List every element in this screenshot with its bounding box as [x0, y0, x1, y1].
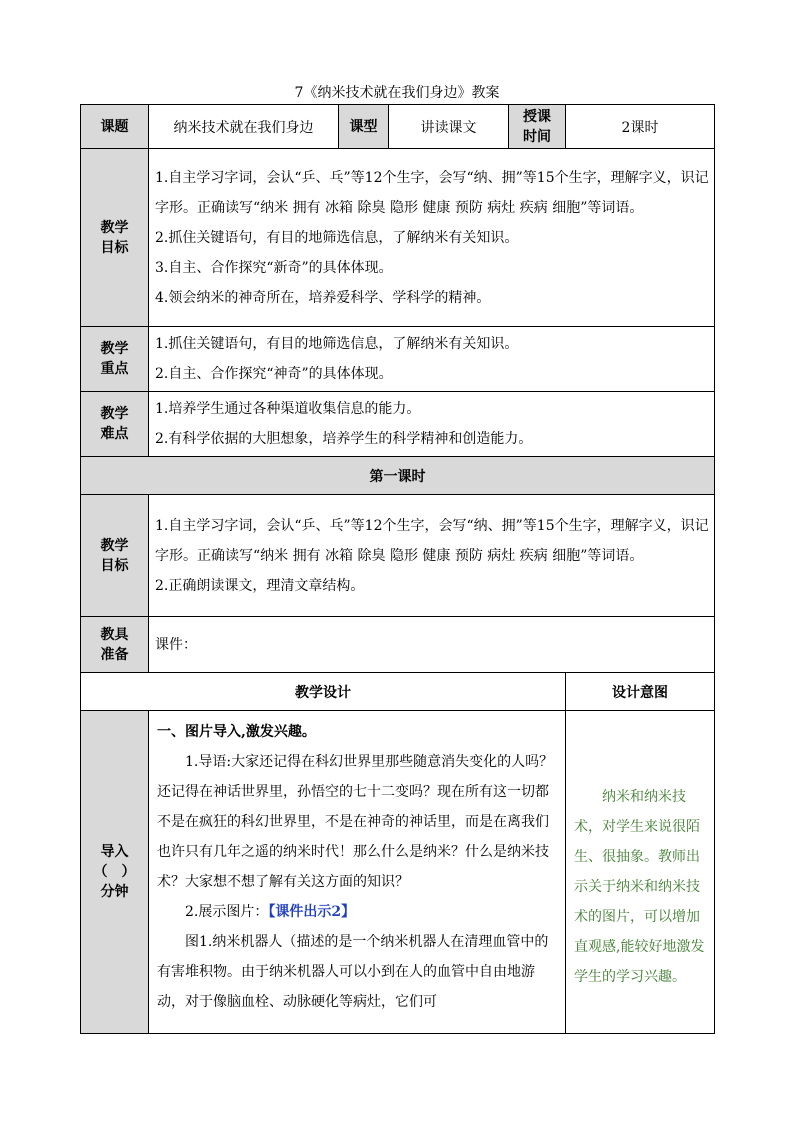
lesson1-goals-label — [81, 495, 149, 617]
lesson1-goal-item: 1.自主学习字词，会认“乒、乓”等12个生字，会写“纳、拥”等15个生字，理解字义，识记字形。正确读写“纳米 拥有 冰箱 除臭 隐形 健康 预防 病灶 疾病 细胞”等词语。 — [155, 517, 709, 564]
intent-heading: 设计意图 — [566, 673, 715, 711]
intro-design-clip — [157, 717, 559, 1033]
courseware-tag: 【课件出示2】 — [268, 904, 356, 920]
goals-label-line-2: 目标 — [100, 239, 129, 256]
difficulties-row — [81, 392, 715, 457]
difficulties-label-line-1: 教学 — [100, 406, 129, 422]
goals-content — [149, 149, 715, 327]
goal-item: 1.自主学习字词，会认“乒、乓”等12个生字，会写“纳、拥”等15个生字，理解字义，识记字形。正确读写“纳米 拥有 冰箱 除臭 隐形 健康 预防 病灶 疾病 细胞”等词语。 — [155, 169, 709, 216]
key-points-content — [149, 327, 715, 392]
goals-label — [81, 149, 149, 327]
key-points-label-line-1: 教学 — [100, 341, 129, 357]
intro-paragraph-2-text: 2.展示图片： — [185, 904, 269, 920]
tools-content: 课件： — [149, 617, 715, 673]
tools-label — [81, 617, 149, 673]
document-title: 7《纳米技术就在我们身边》教案 — [294, 85, 500, 101]
key-points-label — [81, 327, 149, 392]
type-label: 课型 — [339, 105, 389, 149]
goals-label-line-1: 教学 — [100, 219, 129, 236]
goal-item: 4.领会纳米的神奇所在，培养爱科学、学科学的精神。 — [155, 289, 491, 306]
intro-row — [81, 711, 715, 1034]
lesson1-goals-row — [81, 495, 715, 617]
difficulties-label — [81, 392, 149, 457]
intro-paragraph-2 — [157, 897, 559, 927]
hours-value: 2课时 — [566, 105, 715, 149]
key-points-row — [81, 327, 715, 392]
goal-item: 3.自主、合作探究“新奇”的具体体现。 — [155, 259, 393, 276]
intro-paragraph-1: 1.导语:大家还记得在科幻世界里那些随意消失变化的人吗？还记得在神话世界里，孙悟空的七十二变吗？现在所有这一切都不是在疯狂的科幻世界里，不是在神奇的神话里，而是在离我们也许只有几年之遥的纳米时代！那么什么是纳米？什么是纳米技术？大家想不想了解有关这方面的知识？ — [157, 754, 554, 890]
difficulties-label-line-2: 难点 — [100, 426, 129, 442]
hours-label-line-1: 授课 — [523, 108, 551, 125]
lesson1-goals-label-line-1: 教学 — [100, 537, 129, 554]
hours-label-line-2: 时间 — [523, 128, 551, 145]
tools-label-line-1: 教具 — [100, 626, 129, 643]
intro-paragraph-3: 图1.纳米机器人（描述的是一个纳米机器人在清理血管中的有害堆积物。由于纳米机器人可以小到在人的血管中自由地游动，对于像脑血栓、动脉硬化等病灶，它们可 — [157, 934, 549, 1010]
lesson1-goals-content — [149, 495, 715, 617]
intro-label-line-1: 导入 — [100, 844, 129, 860]
goals-row — [81, 149, 715, 327]
lesson-plan-table — [80, 104, 715, 1034]
difficulty-item: 1.培养学生通过各种渠道收集信息的能力。 — [155, 401, 421, 417]
topic-value: 纳米技术就在我们身边 — [149, 105, 339, 149]
intro-intent: 纳米和纳米技术，对学生来说很陌生、很抽象。教师出示关于纳米和纳米技术的图片，可以增加直观感,能较好地激发学生的学习兴趣。 — [566, 711, 715, 1034]
hours-label — [509, 105, 566, 149]
lesson1-goals-label-line-2: 目标 — [100, 557, 129, 574]
intro-heading: 一、图片导入,激发兴趣。 — [157, 724, 316, 740]
intro-label — [81, 711, 149, 1034]
difficulties-content — [149, 392, 715, 457]
topic-label: 课题 — [81, 105, 149, 149]
first-lesson-row — [81, 457, 715, 495]
intro-design-content — [149, 711, 566, 1034]
type-value: 讲读课文 — [389, 105, 509, 149]
intro-label-line-2: （ ） — [93, 864, 136, 880]
design-header-row — [81, 673, 715, 711]
key-point-item: 2.自主、合作探究“神奇”的具体体现。 — [155, 366, 393, 382]
tools-label-line-2: 准备 — [100, 646, 129, 663]
key-point-item: 1.抓住关键语句，有目的地筛选信息，了解纳米有关知识。 — [155, 336, 519, 352]
key-points-label-line-2: 重点 — [100, 361, 129, 377]
design-heading: 教学设计 — [81, 673, 566, 711]
intro-label-line-3: 分钟 — [100, 884, 129, 900]
first-lesson-heading: 第一课时 — [81, 457, 715, 495]
lesson1-goal-item: 2.正确朗读课文，理清文章结构。 — [155, 577, 365, 594]
tools-row — [81, 617, 715, 673]
header-row — [81, 105, 715, 149]
difficulty-item: 2.有科学依据的大胆想象，培养学生的科学精神和创造能力。 — [155, 431, 533, 447]
goal-item: 2.抓住关键语句，有目的地筛选信息，了解纳米有关知识。 — [155, 229, 519, 246]
